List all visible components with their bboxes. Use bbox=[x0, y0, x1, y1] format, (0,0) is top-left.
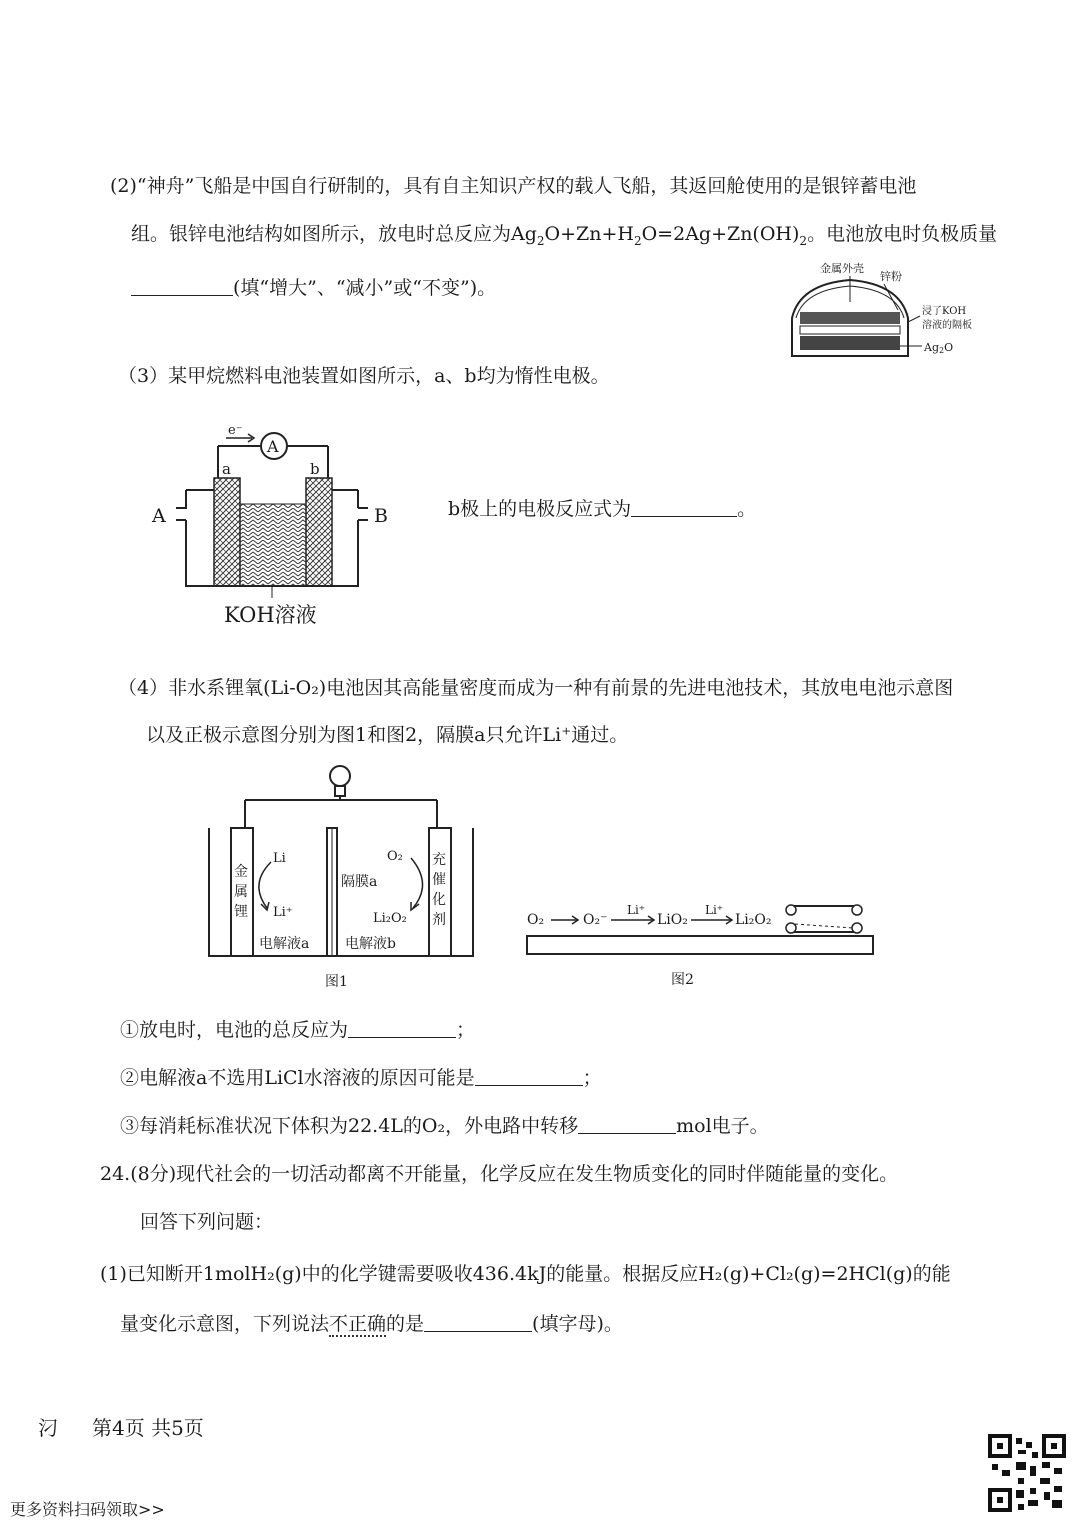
fig1-catalyst-4: 剂 bbox=[432, 912, 446, 928]
q4-line1: （4）非水系锂氧(Li-O₂)电池因其高能量密度而成为一种有前景的先进电池技术，其放电电池示意图 bbox=[118, 677, 954, 699]
q4-sub2-blank[interactable] bbox=[475, 1067, 583, 1086]
q4-sub1 bbox=[120, 1018, 475, 1042]
label-B: B bbox=[374, 505, 388, 527]
q2-sub3: 2 bbox=[799, 233, 808, 248]
fig-shell-label: 金属外壳 bbox=[820, 262, 864, 275]
q2-line2-pre: 组。银锌电池结构如图所示，放电时总反应为Ag bbox=[131, 223, 537, 245]
q2-line2-mid: O+Zn+H bbox=[544, 223, 634, 245]
q2-answer-blank[interactable] bbox=[131, 277, 233, 296]
fig1-separator: 隔膜a bbox=[341, 874, 378, 890]
q4-sub3 bbox=[120, 1114, 769, 1138]
q4-sub2 bbox=[120, 1066, 602, 1090]
methane-fuel-cell-figure bbox=[148, 420, 408, 630]
q4-sub3-end: mol电子。 bbox=[676, 1115, 769, 1137]
q24-p1-line2-mid: 的是 bbox=[386, 1313, 425, 1335]
fig1-li-ion: Li⁺ bbox=[273, 905, 293, 920]
q24-line2: 回答下列问题： bbox=[140, 1211, 274, 1233]
ammeter-label: A bbox=[267, 437, 279, 456]
q3-answer-end: 。 bbox=[737, 498, 757, 520]
q3-text: （3）某甲烷燃料电池装置如图所示，a、b均为惰性电极。 bbox=[118, 365, 610, 387]
fig2-li-ion2: Li⁺ bbox=[705, 903, 724, 917]
fig1-caption: 图1 bbox=[325, 974, 348, 990]
q2-line2-mid2: O=2Ag+Zn(OH) bbox=[641, 223, 800, 245]
koh-solution-label: KOH溶液 bbox=[224, 603, 317, 627]
fig-separator-label: 浸了KOH bbox=[922, 306, 967, 317]
q2-line2-post: 。电池放电时负极质量 bbox=[807, 223, 998, 245]
q24-p1-line2-pre: 量变化示意图，下列说法 bbox=[120, 1313, 330, 1335]
q4-line2: 以及正极示意图分别为图1和图2，隔膜a只允许Li⁺通过。 bbox=[146, 724, 629, 746]
q4-sub2-text: ②电解液a不选用LiCl水溶液的原因可能是 bbox=[120, 1067, 475, 1089]
q4-sub1-blank[interactable] bbox=[348, 1019, 456, 1038]
q2-line1: (2)“神舟”飞船是中国自行研制的，具有自主知识产权的载人飞船，其返回舱使用的是银锌蓄电池 bbox=[110, 175, 917, 197]
q4-sub1-text: ①放电时，电池的总反应为 bbox=[120, 1019, 349, 1041]
fig-zinc-label: 锌粉 bbox=[880, 270, 902, 283]
q3-answer-prompt: b极上的电极反应式为 bbox=[448, 498, 632, 520]
fig1-o2: O₂ bbox=[387, 849, 403, 864]
q4-sub3-blank[interactable] bbox=[578, 1115, 676, 1134]
li-o2-battery-figure1 bbox=[205, 762, 475, 992]
fig1-li: Li bbox=[273, 851, 286, 866]
q2-sub1: 2 bbox=[536, 233, 545, 248]
q2-line2 bbox=[131, 222, 997, 253]
q24-p1-line2-post: (填字母)。 bbox=[532, 1313, 623, 1335]
q3-answer-blank[interactable] bbox=[631, 498, 737, 517]
fig-ag2o-label: Ag2O bbox=[924, 341, 954, 355]
fig2-o2-minus: O₂⁻ bbox=[583, 912, 608, 928]
fig1-li2o2: Li₂O₂ bbox=[373, 911, 407, 926]
fig2-caption: 图2 bbox=[671, 972, 694, 988]
electrode-a-label: a bbox=[222, 460, 231, 478]
q2-sub2: 2 bbox=[633, 233, 642, 248]
footer-more: 更多资料扫码领取>> bbox=[10, 1500, 165, 1519]
q24-p1-blank[interactable] bbox=[424, 1313, 532, 1332]
fig2-lio2: LiO₂ bbox=[657, 912, 688, 928]
fig1-catalyst-1: 充 bbox=[432, 852, 446, 868]
silver-zinc-battery-figure bbox=[780, 258, 970, 368]
q3-answer-line bbox=[448, 497, 756, 521]
positive-electrode-figure2 bbox=[525, 898, 885, 988]
q4-sub2-end: ； bbox=[582, 1067, 602, 1089]
fig1-electrolyte-a: 电解液a bbox=[259, 936, 310, 952]
electrode-b-label: b bbox=[310, 460, 320, 478]
fig1-catalyst-2: 催 bbox=[432, 872, 446, 888]
electron-label: e⁻ bbox=[228, 423, 243, 438]
fig-separator-label2: 溶液的隔板 bbox=[922, 320, 972, 331]
fig1-metal-li-3: 锂 bbox=[234, 904, 248, 920]
footer-page: 第4页 共5页 bbox=[92, 1416, 204, 1440]
q2-line3-text: (填“增大”、“减小”或“不变”)。 bbox=[233, 277, 497, 299]
q24-line1: 24.(8分)现代社会的一切活动都离不开能量，化学反应在发生物质变化的同时伴随能量的变化。 bbox=[100, 1163, 899, 1185]
q4-sub3-text: ③每消耗标准状况下体积为22.4L的O₂，外电路中转移 bbox=[120, 1115, 579, 1137]
fig1-metal-li-2: 属 bbox=[234, 884, 248, 900]
q2-line3 bbox=[131, 276, 496, 300]
q4-sub1-end: ； bbox=[456, 1019, 476, 1041]
q24-p1-line1: (1)已知断开1molH₂(g)中的化学键需要吸收436.4kJ的能量。根据反应H₂(g)+Cl₂(g)=2HCl(g)的能 bbox=[100, 1263, 951, 1285]
label-A: A bbox=[152, 505, 166, 527]
fig1-electrolyte-b: 电解液b bbox=[345, 936, 396, 952]
footer-mark: 汈 bbox=[38, 1416, 58, 1440]
q24-p1-line2 bbox=[120, 1312, 623, 1336]
q24-p1-line2-emph: 不正确 bbox=[329, 1313, 387, 1335]
fig1-catalyst-3: 化 bbox=[432, 892, 446, 908]
fig2-o2: O₂ bbox=[527, 912, 545, 928]
fig2-li-ion1: Li⁺ bbox=[627, 903, 646, 917]
qr-code-icon[interactable] bbox=[988, 1434, 1066, 1512]
fig2-li2o2: Li₂O₂ bbox=[735, 912, 772, 928]
fig1-metal-li-1: 金 bbox=[234, 864, 248, 880]
